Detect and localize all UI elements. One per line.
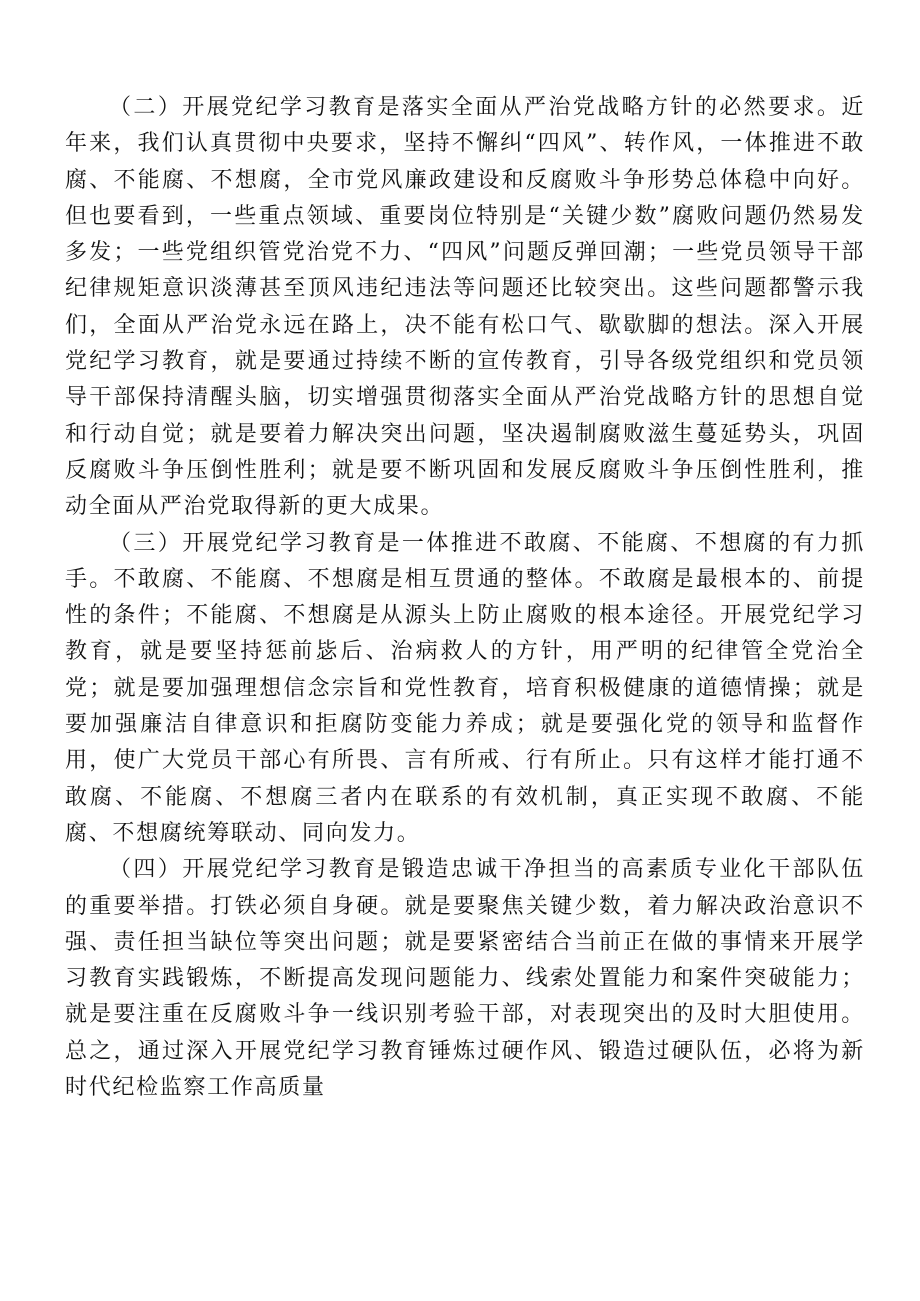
document-body — [65, 90, 865, 1106]
paragraph-3: （三）开展党纪学习教育是一体推进不敢腐、不能腐、不想腐的有力抓手。不敢腐、不能腐、不想腐是相互贯通的整体。不敢腐是最根本的、前提性的条件；不能腐、不想腐是从源头上防止腐败的根本途径。开展党纪学习教育，就是要坚持惩前毖后、治病救人的方针，用严明的纪律管全党治全党；就是要加强理想信念宗旨和党性教育，培育积极健康的道德情操；就是要加强廉洁自律意识和拒腐防变能力养成；就是要强化党的领导和监督作用，使广大党员干部心有所畏、言有所戒、行有所止。只有这样才能打通不敢腐、不能腐、不想腐三者内在联系的有效机制，真正实现不敢腐、不能腐、不想腐统筹联动、同向发力。 — [65, 530, 865, 846]
paragraph-4: （四）开展党纪学习教育是锻造忠诚干净担当的高素质专业化干部队伍的重要举措。打铁必须自身硬。就是要聚焦关键少数，着力解决政治意识不强、责任担当缺位等突出问题；就是要紧密结合当前正在做的事情来开展学习教育实践锻炼，不断提高发现问题能力、线索处置能力和案件突破能力；就是要注重在反腐败斗争一线识别考验干部，对表现突出的及时大胆使用。总之，通过深入开展党纪学习教育锤炼过硬作风、锻造过硬队伍，必将为新时代纪检监察工作高质量 — [65, 857, 865, 1101]
paragraph-2: （二）开展党纪学习教育是落实全面从严治党战略方针的必然要求。近年来，我们认真贯彻中央要求，坚持不懈纠“四风”、转作风，一体推进不敢腐、不能腐、不想腐，全市党风廉政建设和反腐败斗争形势总体稳中向好。但也要看到，一些重点领域、重要岗位特别是“关键少数”腐败问题仍然易发多发；一些党组织管党治党不力、“四风”问题反弹回潮；一些党员领导干部纪律规矩意识淡薄甚至顶风违纪违法等问题还比较突出。这些问题都警示我们，全面从严治党永远在路上，决不能有松口气、歇歇脚的想法。深入开展党纪学习教育，就是要通过持续不断的宣传教育，引导各级党组织和党员领导干部保持清醒头脑，切实增强贯彻落实全面从严治党战略方针的思想自觉和行动自觉；就是要着力解决突出问题，坚决遏制腐败滋生蔓延势头，巩固反腐败斗争压倒性胜利；就是要不断巩固和发展反腐败斗争压倒性胜利，推动全面从严治党取得新的更大成果。 — [65, 95, 865, 520]
